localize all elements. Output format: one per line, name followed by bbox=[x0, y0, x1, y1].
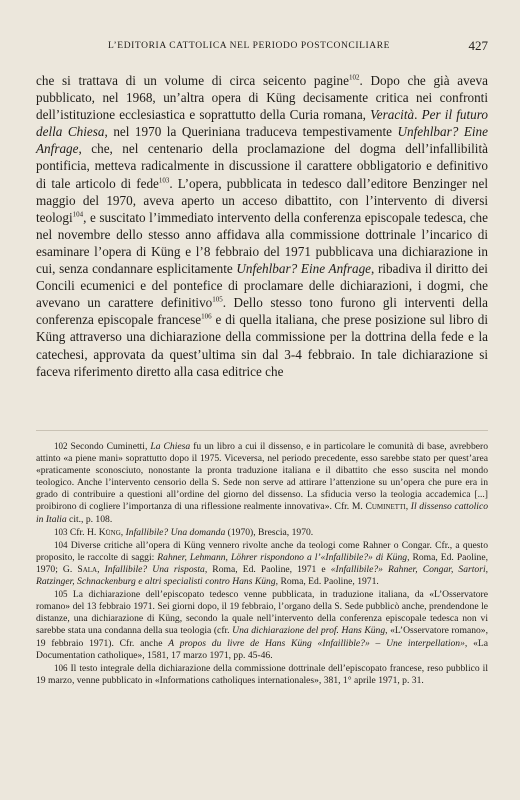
running-head: L’EDITORIA CATTOLICA NEL PERIODO POSTCONCILIARE bbox=[108, 41, 391, 51]
text-run: , Roma, Ed. Paoline, 1971. bbox=[275, 576, 379, 588]
footnote-ref: 106 bbox=[201, 312, 212, 321]
footnote-ref: 103 bbox=[158, 176, 170, 185]
italic-text: Veracità bbox=[370, 107, 415, 123]
text-run: . bbox=[414, 107, 422, 123]
main-text bbox=[36, 72, 488, 380]
text-run: (1970), Brescia, 1970. bbox=[225, 526, 314, 538]
text-run: Cfr. H. bbox=[67, 526, 99, 538]
italic-text: Per il futuro della Chiesa bbox=[36, 107, 489, 140]
footnote-number: 106 bbox=[54, 662, 68, 673]
footnote-ref: 104 bbox=[72, 210, 84, 219]
author-name: Küng bbox=[98, 526, 121, 538]
text-run: , bbox=[405, 501, 411, 513]
text-run: . L’opera, pubblicata in tedesco dall’editore Benzinger nel maggio del 1970, aveva aperto un acceso dibattito, con l’intervento di diversi teologi bbox=[36, 175, 488, 225]
text-run: , ribadiva il diritto dei Concili ecumenici e del pontefice di proclamare delle dichiarazioni, i dogmi, che avevano un carattere definitivo bbox=[36, 261, 488, 311]
italic-text: Unfehlbar? Eine Anfrage bbox=[36, 124, 488, 157]
text-run: , Roma, Ed. Paoline, 1971 e bbox=[204, 563, 331, 575]
text-run: Diverse critiche all’opera di Küng vennero rivolte anche da teologi come Rahner o Congar. Cfr., a questo proposito, le raccolte di saggi: bbox=[36, 539, 488, 563]
footnote-103 bbox=[36, 526, 488, 539]
text-run: , che, nel centenario della proclamazione del dogma dell’infallibilità pontificia, metteva radicalmente in discussione il carattere obbligatorio e definitivo di tale articolo di fede bbox=[36, 141, 488, 191]
italic-text: Infallibile? Una risposta bbox=[104, 563, 205, 575]
italic-text: Rahner, Lehmann, Löhrer rispondono a l’«Infallibile?» di Küng bbox=[157, 551, 408, 563]
italic-text: Unfehlbar? Eine Anfrage bbox=[236, 261, 372, 277]
italic-text: «Infallibile?» Rahner, Congar, Sartori, Ratzinger, Schnackenburg e altri specialisti contro Hans Küng bbox=[36, 563, 489, 588]
text-run: fu un libro a cui il dissenso, e in particolare le comunità di base, avrebbero attinto «a piene mani» soprattutto dopo il 1975. Viceversa, nel periodo precedente, esso sarebbe stato per quest’area «praticamente sconosciuto, nonostante la pronta traduzione italiana e il dibattito che esso suscita nel mondo teologico. Anche l’intervento censorio della S. Sede non serve ad attirare l’attenzione su un’opera che pure era in grado di contribuire a questioni all’ordine del giorno del dissenso. La sfiducia verso la teologia accademica [...] proibirono di cogliere l’importanza di una riflessione realmente innovativa». Cfr. M. bbox=[36, 441, 488, 513]
text-run: Secondo Cuminetti, bbox=[67, 441, 151, 452]
text-run: , bbox=[120, 526, 126, 538]
text-run: , e suscitato l’immediato intervento della conferenza episcopale tedesca, che nel novembre dello stesso anno affidava alla commissione dottrinale l’incarico di esaminare l’opera di Küng e l’8 febbraio del 1971 pubblicava una dichiarazione in cui, senza condannare esplicitamente bbox=[36, 209, 488, 277]
italic-text: Infallibile? Una domanda bbox=[125, 526, 226, 538]
author-name: Sala bbox=[77, 563, 98, 575]
footnote-number: 105 bbox=[54, 589, 68, 600]
text-run: che si trattava di un volume di circa seicento pagine bbox=[36, 73, 349, 88]
italic-text: Una dichiarazione del prof. Hans Küng bbox=[232, 625, 386, 637]
text-run: , «L’Osservatore romano», 19 febbraio 1971). Cfr. anche bbox=[36, 625, 488, 649]
footnote-102 bbox=[36, 440, 488, 526]
text-run: Il testo integrale della dichiarazione della commissione dottrinale dell’episcopato francese, reso pubblico il 19 marzo, venne pubblicato in «Informations catholiques internationales», 381, 1° aprile 1971, p. 31. bbox=[36, 662, 488, 686]
text-run: e di quella italiana, che prese posizione sul libro di Küng attraverso una dichiarazione della commissione per la dottrina della fede e la catechesi, approvata da quest’ultima sin dal 3-4 febbraio. In tale dichiarazione si faceva riferimento diretto alla casa editrice che bbox=[36, 312, 488, 379]
text-run: , «La Documentation catholique», 1581, 17 marzo 1971, pp. 45-46. bbox=[36, 637, 488, 661]
author-name: Cuminetti bbox=[365, 501, 406, 513]
footnote-ref: 105 bbox=[212, 295, 223, 304]
page-number: 427 bbox=[468, 38, 488, 53]
footnote-ref: 102 bbox=[349, 73, 360, 82]
text-run: , bbox=[97, 563, 105, 575]
footnote-number: 103 bbox=[54, 526, 68, 537]
text-run: , nel 1970 la Queriniana traduceva tempestivamente bbox=[104, 124, 398, 140]
page-header bbox=[36, 38, 488, 58]
footnotes bbox=[36, 440, 488, 687]
text-run: cit., p. 108. bbox=[66, 513, 113, 525]
text-run: . Dopo che già aveva pubblicato, nel 1968, un’altra opera di Küng decisamente critica nei confronti dell’istituzione ecclesiastica e soprattutto della Curia romana, bbox=[36, 73, 488, 123]
footnote-104 bbox=[36, 539, 488, 588]
text-run: La dichiarazione dell’episcopato tedesco venne pubblicata, in traduzione italiana, da «L’Osservatore romano» del 13 febbraio 1971. Sei giorni dopo, il 19 febbraio, l’organo della S. Sede pubblicò anche, prendendone le distanze, una dichiarazione di Küng, secondo la quale nell’intervento della conferenza episcopale tedesca non vi sarebbe stata una condanna della sua teologia (cfr. bbox=[36, 589, 488, 637]
footnote-number: 104 bbox=[54, 539, 68, 550]
text-run: , Roma, Ed. Paoline, 1970; G. bbox=[36, 551, 489, 575]
footnote-number: 102 bbox=[54, 441, 68, 451]
footnote-106 bbox=[36, 662, 488, 687]
italic-text: Il dissenso cattolico in Italia bbox=[36, 501, 489, 525]
italic-text: La Chiesa bbox=[150, 441, 191, 452]
italic-text: A propos du livre de Hans Küng «Infaillible?» – Une interpellation» bbox=[168, 637, 465, 649]
text-run: . Dello stesso tono furono gli interventi della conferenza episcopale francese bbox=[36, 295, 489, 328]
footnote-105 bbox=[36, 588, 488, 662]
footnote-divider bbox=[36, 430, 488, 431]
